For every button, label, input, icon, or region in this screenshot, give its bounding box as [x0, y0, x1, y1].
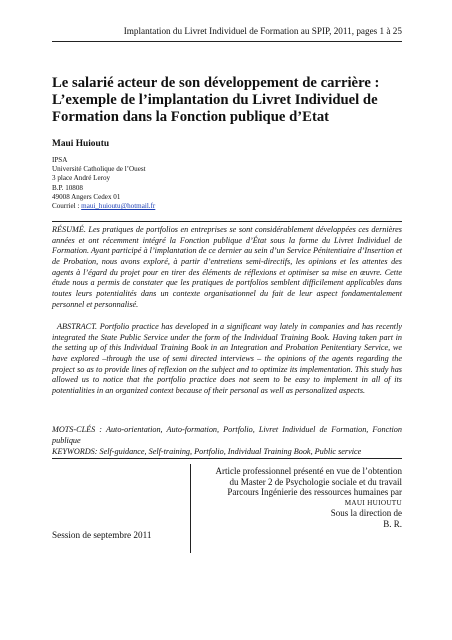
author-affiliation	[52, 156, 155, 211]
affiliation-line: B.P. 10808	[52, 183, 83, 192]
affiliation-line: Université Catholique de l’Ouest	[52, 165, 146, 174]
email-label: Courriel :	[52, 202, 82, 211]
article-note-line: du Master 2 de Psychologie sociale et du travail	[229, 476, 402, 487]
article-note-line: Sous la direction de	[330, 508, 402, 518]
keywords-english: KEYWORDS: Self-guidance, Self-training, Portfolio, Individual Training Book, Public service	[52, 447, 362, 456]
affiliation-line: 3 place André Leroy	[52, 174, 111, 183]
article-note-line: B. R.	[383, 518, 402, 529]
abstract-top-rule	[52, 221, 402, 222]
title-line-3: Formation dans la Fonction publique d’Etat	[52, 109, 330, 126]
abstract-french: RÉSUMÉ. Les pratiques de portfolios en entreprises se sont considérablement développées ces dernières années et ont récemment intégré la Fonction publique d’État sous la forme du Livret Individuel de Formation. Ayant participé à l’implantation de ce dernier au sein d’un Service Pénitentiaire d’Insertion et de Probation, nous avons exploré, à partir d’entretiens semi-directifs, les opinions et les attentes des agents à l’égard du projet pour en tirer des éléments de réflexions et optimiser sa mise en œuvre. Cette étude nous a permis de constater que les pratiques de portfolios semblent difficilement applicables dans toutes leurs potentialités dans un contexte organisationnel du fait de leur aspect fondamentalement personnel et personnalisé.	[52, 225, 402, 309]
affiliation-line: IPSA	[52, 156, 68, 164]
article-note	[190, 466, 402, 529]
article-note-author: MAUI HUIOUTU	[344, 498, 402, 507]
keywords-bottom-rule	[52, 458, 402, 459]
email-link[interactable]: maui_huioutu@hotmail.fr	[81, 202, 156, 211]
affiliation-line: 49008 Angers Cedex 01	[52, 192, 121, 201]
title-line-1: Le salarié acteur de son développement de carrière :	[52, 75, 380, 91]
paper-title	[52, 75, 422, 127]
abstract-english: ABSTRACT. Portfolio practice has developed in a significant way lately in companies and has recently integrated the State Public Service under the form of the Individual Training Book. Having taken part in the setting up of this Individual Training Book in an Integration and Probation Penitentiary Service, we have explored –through the use of semi directed interviews – the opinions of the agents regarding the project so as to provide lines of reflexion on the subject and to optimize its implementation. This study has allowed us to notice that the portfolio practice does not seem to be easy to implement in all of its potentialities in an organized context because of their personal as well as personalized aspects.	[52, 322, 402, 395]
title-line-2: L’exemple de l’implantation du Livret Individuel de	[52, 92, 378, 109]
article-note-line: Parcours Ingénierie des ressources humaines par	[227, 487, 402, 497]
session-date: Session de septembre 2011	[52, 530, 152, 540]
email-line	[52, 202, 155, 211]
keywords-french: MOTS-CLÉS : Auto-orientation, Auto-formation, Portfolio, Livret Individuel de Formation, Fonction publique	[52, 425, 402, 445]
author-name: Maui Huioutu	[52, 139, 110, 149]
running-header: Implantation du Livret Individuel de Formation au SPIP, 2011, pages 1 à 25	[52, 26, 402, 42]
article-note-line: Article professionnel présenté en vue de l’obtention	[215, 466, 402, 476]
